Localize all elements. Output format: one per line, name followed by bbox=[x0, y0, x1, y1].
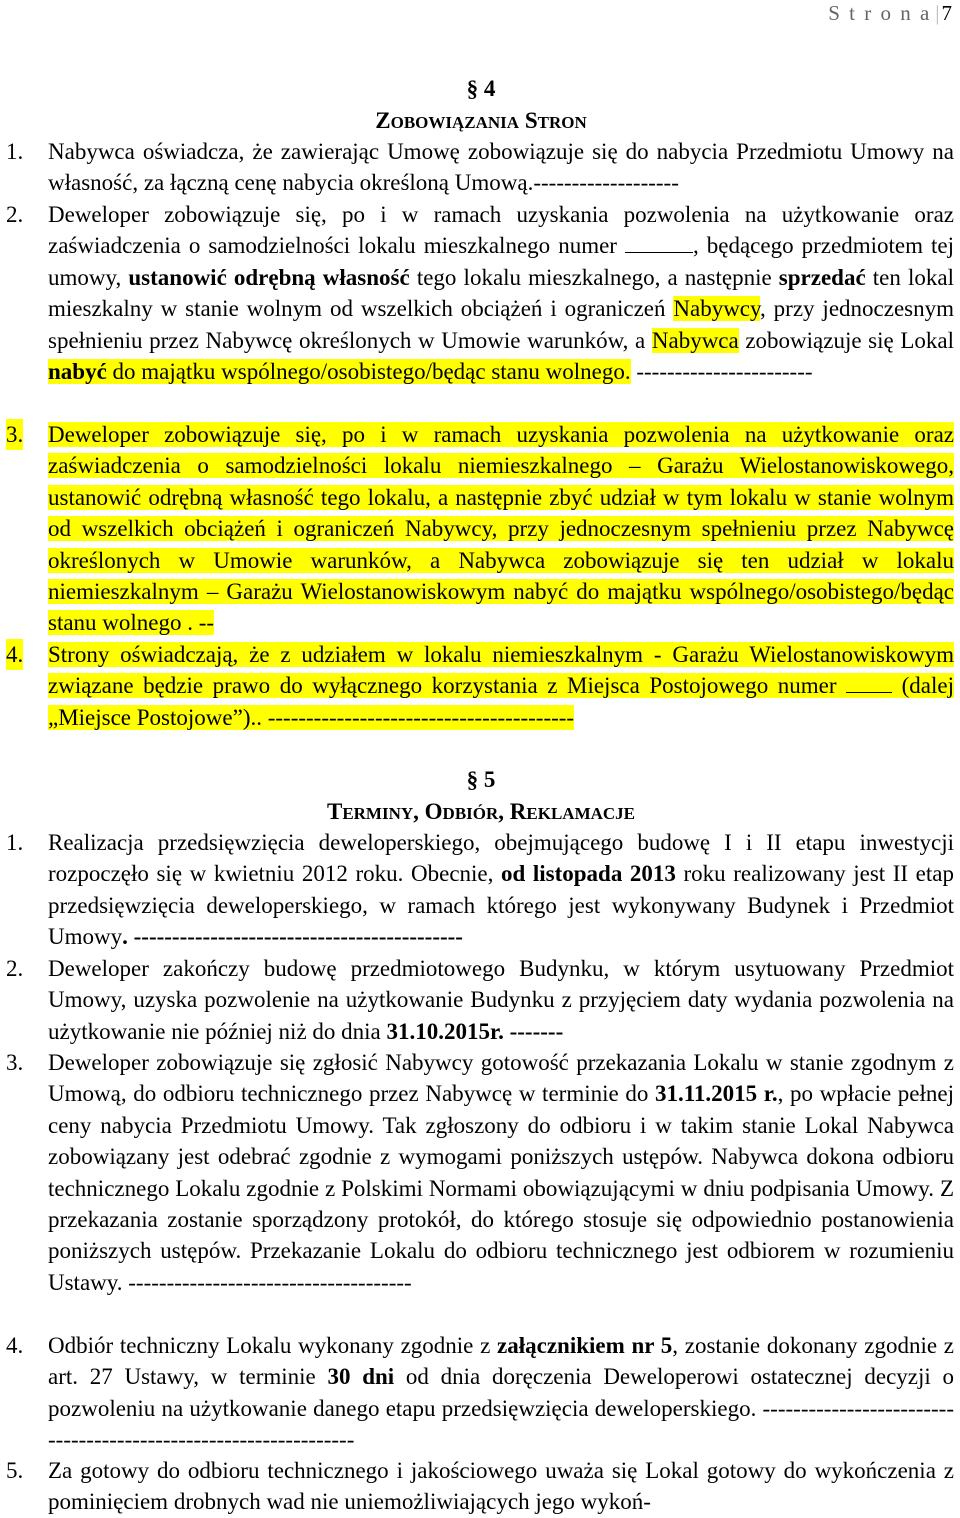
item-number: 1. bbox=[6, 830, 24, 855]
item-number: 3. bbox=[6, 1050, 24, 1075]
item-text: Deweloper zobowiązuje się, po i w ramach uzyskania pozwolenia na użytkowanie oraz zaświadczenia o samodzielności lokalu mieszkalnego numer , będącego przedmiotem tej umowy, ustanowić odrębną własność tego lokalu mieszkalnego, a następnie sprzedać ten lokal mieszkalny w stanie wolnym od wszelkich obciążeń i ograniczeń Nabywcy, przy jednoczesnym spełnieniu przez Nabywcę określonych w Umowie warunków, a Nabywca zobowiązuje się Lokal nabyć do majątku wspólnego/osobistego/będąc stanu wolnego. ----------------------- bbox=[48, 202, 954, 385]
number-blank bbox=[625, 232, 693, 253]
item-text: Realizacja przedsięwzięcia deweloperskiego, obejmującego budowę I i II etapu inwestycji rozpoczęło się w kwietniu 2012 roku. Obecnie, od listopada 2013 roku realizowany jest II etap przedsięwzięcia deweloperskiego, w ramach którego jest wykonywany Budynek i Przedmiot Umowy. ------------------------------------------- bbox=[48, 830, 954, 950]
item-number: 5. bbox=[6, 1458, 24, 1483]
item-number: 4. bbox=[6, 1333, 24, 1358]
item-text: Odbiór techniczny Lokalu wykonany zgodnie z załącznikiem nr 5, zostanie dokonany zgodnie z art. 27 Ustawy, w terminie 30 dni od dnia doręczenia Deweloperowi ostatecznej decyzji o pozwoleniu na użytkowanie danego etapu przedsięwzięcia deweloperskiego. ----------------------------------------------------------------- bbox=[48, 1333, 954, 1453]
parking-number-blank bbox=[846, 672, 892, 693]
item-number: 1. bbox=[6, 139, 24, 164]
section-4-title: ZOBOWIĄZANIA STRON bbox=[375, 108, 587, 133]
page-label: S t r o n a bbox=[828, 1, 932, 25]
item-number: 2. bbox=[6, 202, 24, 227]
page-number: 7 bbox=[941, 1, 952, 25]
section-4-number: § 4 bbox=[466, 76, 496, 101]
item-number: 3. bbox=[6, 419, 23, 450]
item-text: Nabywca oświadcza, że zawierając Umowę zobowiązuje się do nabycia Przedmiotu Umowy na własność, za łączną cenę nabycia określoną Umową.------------------- bbox=[48, 139, 954, 196]
item-number: 4. bbox=[6, 639, 23, 670]
item-text: Strony oświadczają, że z udziałem w lokalu niemieszkalnym - Garażu Wielostanowiskowym związane będzie prawo do wyłącznego korzystania z Miejsca Postojowego numer (dalej „Miejsce Postojowe”).. ---------------------------------------- bbox=[48, 642, 955, 730]
item-text: Deweloper zobowiązuje się zgłosić Nabywcy gotowość przekazania Lokalu w stanie zgodnym z Umową, do odbioru technicznego przez Nabywcę w terminie do 31.11.2015 r., po wpłacie pełnej ceny nabycia Przedmiotu Umowy. Tak zgłoszony do odbioru i w takim stanie Lokal Nabywca zobowiązany jest odebrać zgodnie z wymogami poniższych ustępów. Nabywca dokona odbioru technicznego Lokalu zgodnie z Polskimi Normami obowiązującymi w dniu podpisania Umowy. Z przekazania zostanie sporządzony protokół, do którego stosuje się odpowiednio postanowienia poniższych ustępów. Przekazanie Lokalu do odbioru technicznego jest odbiorem w rozumieniu Ustawy. ------------------------------------- bbox=[48, 1050, 954, 1295]
section-5-title: TERMINY, ODBIÓR, REKLAMACJE bbox=[326, 799, 636, 824]
item-text: Za gotowy do odbioru technicznego i jakościowego uważa się Lokal gotowy do wykończenia z pominięciem drobnych wad nie uniemożliwiających jego wykoń- bbox=[48, 1458, 954, 1515]
item-text: Deweloper zakończy budowę przedmiotowego Budynku, w którym usytuowany Przedmiot Umowy, uzyska pozwolenie na użytkowanie Budynku z przyjęciem daty wydania pozwolenia na użytkowanie nie później niż do dnia 31.10.2015r. ------- bbox=[48, 956, 954, 1044]
page-header: S t r o n a |7 bbox=[828, 1, 952, 25]
item-number: 2. bbox=[6, 956, 24, 981]
section-5-number: § 5 bbox=[466, 767, 496, 792]
item-text: Deweloper zobowiązuje się, po i w ramach uzyskania pozwolenia na użytkowanie oraz zaświadczenia o samodzielności lokalu niemieszkalnego – Garażu Wielostanowiskowego, ustanowić odrębną własność tego lokalu, a następnie zbyć udział w tym lokalu w stanie wolnym od wszelkich obciążeń i ograniczeń Nabywcy, przy jednoczesnym spełnieniu przez Nabywcę określonych w Umowie warunków, a Nabywca zobowiązuje się ten udział w lokalu niemieszkalnym – Garażu Wielostanowiskowym nabyć do majątku wspólnego/osobistego/będąc stanu wolnego . -- bbox=[48, 422, 954, 636]
